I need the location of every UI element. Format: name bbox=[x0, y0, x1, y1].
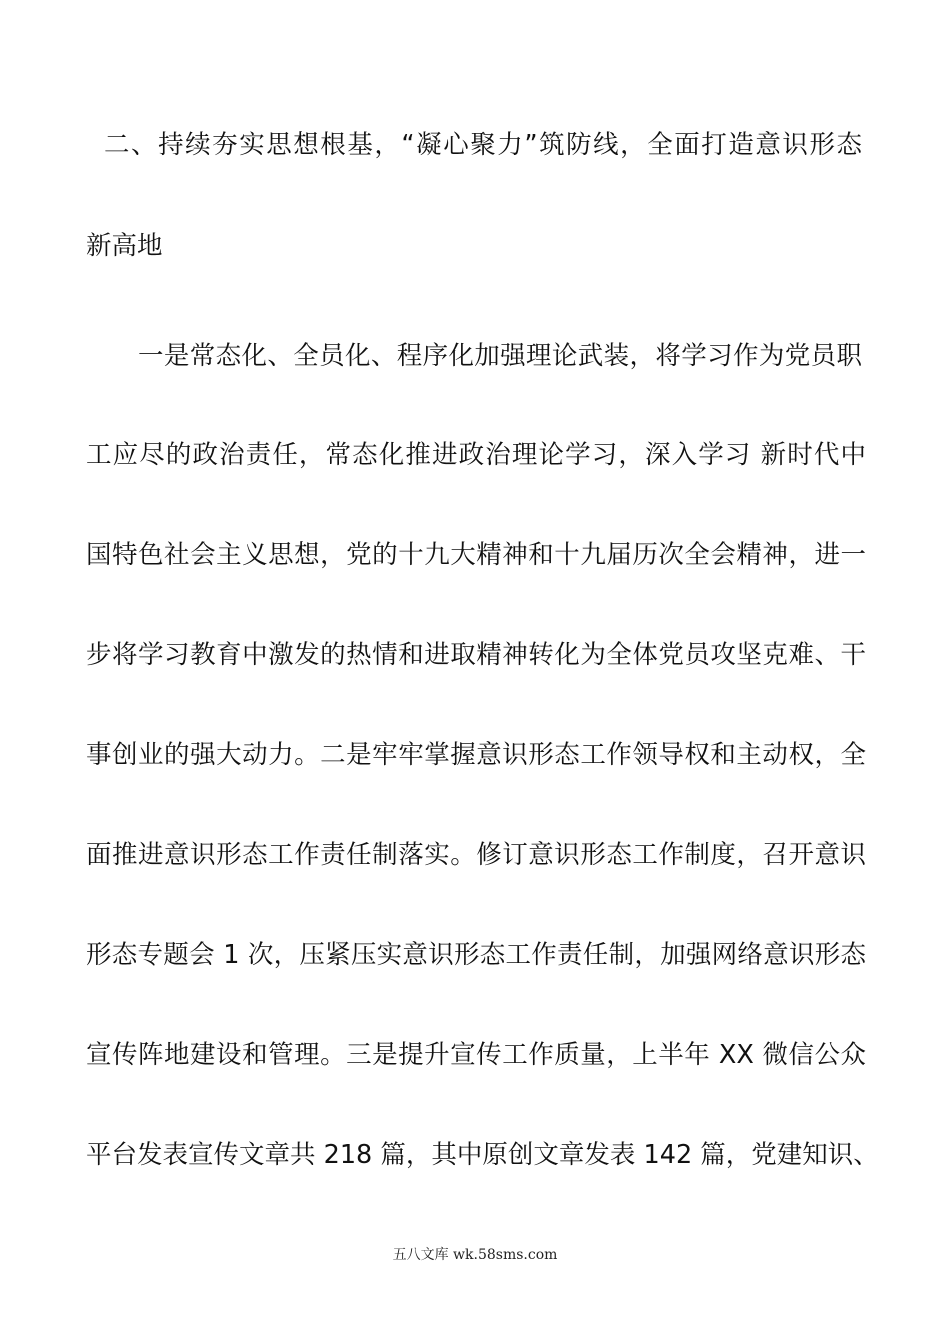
paragraph-line: 工应尽的政治责任，常态化推进政治理论学习，深入学习 新时代中 bbox=[86, 440, 866, 470]
paragraph-line: 国特色社会主义思想，党的十九大精神和十九届历次全会精神，进一 bbox=[86, 540, 866, 570]
paragraph-line: 形态专题会 1 次，压紧压实意识形态工作责任制，加强网络意识形态 bbox=[86, 940, 866, 970]
paragraph-line: 步将学习教育中激发的热情和进取精神转化为全体党员攻坚克难、干 bbox=[86, 640, 866, 670]
paragraph-line: 一是常态化、全员化、程序化加强理论武装，将学习作为党员职 bbox=[138, 341, 862, 371]
section-heading-line-2: 新高地 bbox=[86, 231, 163, 261]
section-heading-line-1: 二、持续夯实思想根基，“凝心聚力”筑防线，全面打造意识形态 bbox=[104, 130, 862, 160]
paragraph-line: 面推进意识形态工作责任制落实。修订意识形态工作制度，召开意识 bbox=[86, 840, 866, 870]
paragraph-line: 事创业的强大动力。二是牢牢掌握意识形态工作领导权和主动权，全 bbox=[86, 740, 866, 770]
paragraph-line: 宣传阵地建设和管理。三是提升宣传工作质量，上半年 XX 微信公众 bbox=[86, 1040, 866, 1070]
paragraph-line: 平台发表宣传文章共 218 篇，其中原创文章发表 142 篇，党建知识、 bbox=[86, 1140, 879, 1170]
footer-watermark: 五八文库 wk.58sms.com bbox=[392, 1247, 558, 1263]
